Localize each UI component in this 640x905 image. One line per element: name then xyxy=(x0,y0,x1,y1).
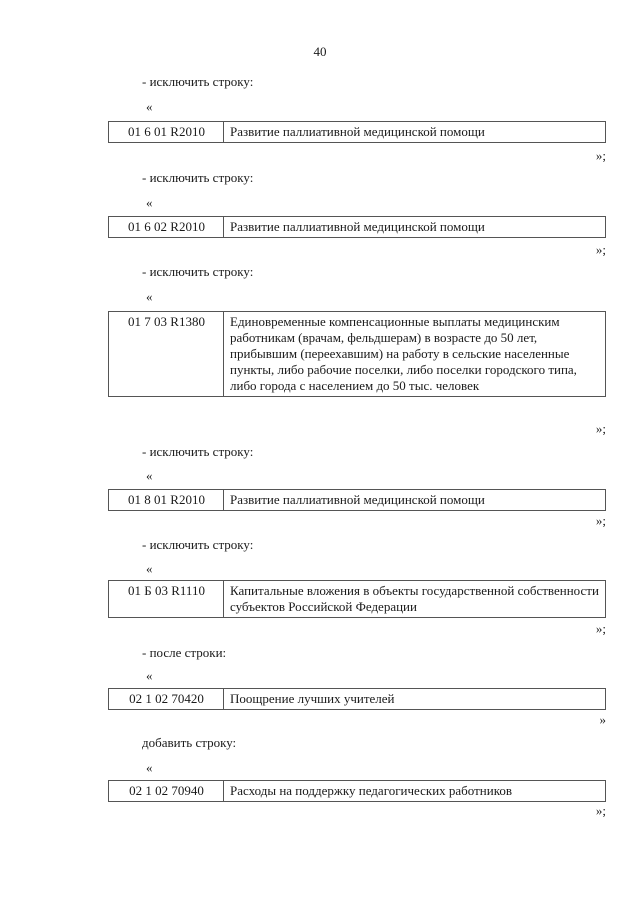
open-quote: « xyxy=(146,99,153,114)
table-row xyxy=(109,122,606,143)
table-row xyxy=(109,581,606,618)
budget-description: Расходы на поддержку педагогических работников xyxy=(224,781,606,802)
close-quote: »; xyxy=(595,803,606,818)
table-row xyxy=(109,490,606,511)
budget-code: 01 7 03 R1380 xyxy=(109,312,224,397)
close-quote: »; xyxy=(595,148,606,163)
budget-code: 02 1 02 70420 xyxy=(109,689,224,710)
open-quote: « xyxy=(146,289,153,304)
close-quote: »; xyxy=(595,513,606,528)
budget-row-table xyxy=(108,688,606,710)
open-quote: « xyxy=(146,195,153,210)
instruction-text: - исключить строку: xyxy=(142,74,254,89)
budget-description: Единовременные компенсационные выплаты медицинским работникам (врачам, фельдшерам) в возрасте до 50 лет, прибывшим (переехавшим) на работу в сельские населенные пункты, либо рабочие поселки, либо поселки городского типа, либо города с населением до 50 тыс. человек xyxy=(224,312,606,397)
budget-description: Развитие паллиативной медицинской помощи xyxy=(224,122,606,143)
instruction-text: - исключить строку: xyxy=(142,537,254,552)
budget-description: Развитие паллиативной медицинской помощи xyxy=(224,217,606,238)
open-quote: « xyxy=(146,468,153,483)
open-quote: « xyxy=(146,561,153,576)
budget-code: 01 8 01 R2010 xyxy=(109,490,224,511)
budget-code: 02 1 02 70940 xyxy=(109,781,224,802)
table-row xyxy=(109,781,606,802)
budget-row-table xyxy=(108,780,606,802)
budget-description: Поощрение лучших учителей xyxy=(224,689,606,710)
budget-row-table xyxy=(108,121,606,143)
open-quote: « xyxy=(146,668,153,683)
close-quote: »; xyxy=(595,621,606,636)
table-row xyxy=(109,689,606,710)
budget-row-table xyxy=(108,216,606,238)
budget-code: 01 6 02 R2010 xyxy=(109,217,224,238)
instruction-text: добавить строку: xyxy=(142,735,237,750)
page-number: 40 xyxy=(313,44,327,59)
close-quote: » xyxy=(599,712,606,727)
instruction-text: - исключить строку: xyxy=(142,444,254,459)
budget-description: Развитие паллиативной медицинской помощи xyxy=(224,490,606,511)
table-row xyxy=(109,312,606,397)
instruction-text: - после строки: xyxy=(142,645,227,660)
budget-code: 01 Б 03 R1110 xyxy=(109,581,224,618)
budget-row-table xyxy=(108,580,606,618)
budget-row-table xyxy=(108,311,606,397)
budget-row-table xyxy=(108,489,606,511)
open-quote: « xyxy=(146,760,153,775)
table-row xyxy=(109,217,606,238)
close-quote: »; xyxy=(595,242,606,257)
instruction-text: - исключить строку: xyxy=(142,264,254,279)
close-quote: »; xyxy=(595,421,606,436)
budget-description: Капитальные вложения в объекты государственной собственности субъектов Российской Федерации xyxy=(224,581,606,618)
budget-code: 01 6 01 R2010 xyxy=(109,122,224,143)
instruction-text: - исключить строку: xyxy=(142,170,254,185)
